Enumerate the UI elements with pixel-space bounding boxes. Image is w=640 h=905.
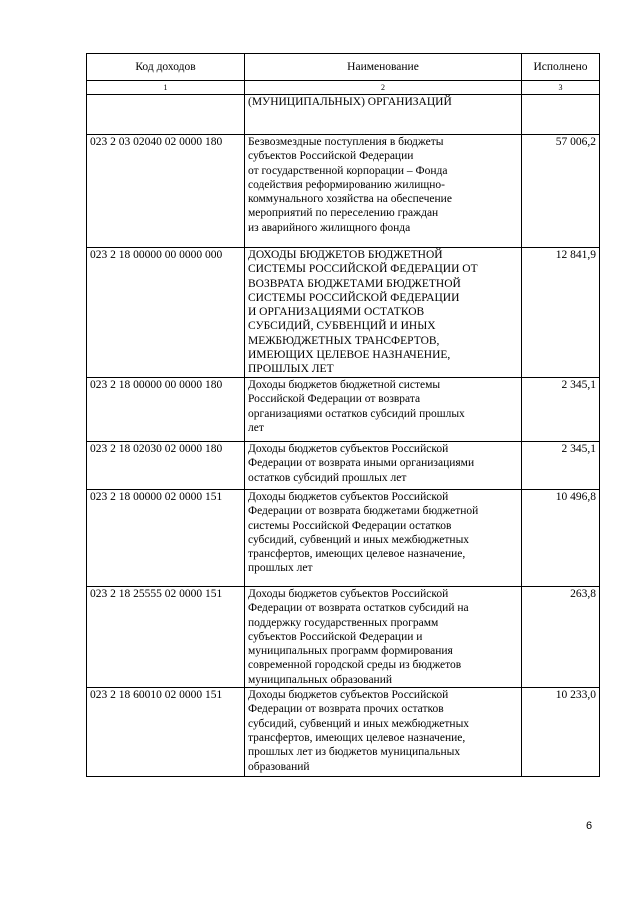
revenue-code: 023 2 18 00000 02 0000 151 <box>87 490 245 587</box>
revenue-name-line: трансфертов, имеющих целевое назначение, <box>248 548 466 561</box>
executed-amount: 10 496,8 <box>522 490 600 587</box>
revenue-name-line: Федерации от возврата прочих остатков <box>248 703 444 716</box>
executed-amount: 2 345,1 <box>522 378 600 442</box>
table-row <box>87 587 600 688</box>
table-row <box>87 135 600 248</box>
revenue-name-line: лет <box>248 421 264 434</box>
revenue-name-line: ДОХОДЫ БЮДЖЕТОВ БЮДЖЕТНОЙ <box>248 249 443 261</box>
revenue-name-line: Безвозмездные поступления в бюджеты <box>248 136 444 148</box>
column-number-row <box>87 81 600 95</box>
revenue-name-line: от государственной корпорации – Фонда <box>248 164 448 177</box>
revenue-name-line: коммунального хозяйства на обеспечение <box>248 193 452 206</box>
revenue-code: 023 2 18 02030 02 0000 180 <box>87 442 245 490</box>
table-row <box>87 442 600 490</box>
page-number: 6 <box>586 820 593 832</box>
executed-amount <box>522 95 600 135</box>
revenue-name-line: И ОРГАНИЗАЦИЯМИ ОСТАТКОВ <box>248 306 425 319</box>
table-row <box>87 378 600 442</box>
revenue-code: 023 2 18 60010 02 0000 151 <box>87 688 245 777</box>
revenue-name <box>245 95 522 135</box>
revenue-name-line: организациями остатков субсидий прошлых <box>248 407 465 420</box>
revenue-name-line: Российской Федерации от возврата <box>248 393 421 406</box>
executed-amount: 57 006,2 <box>522 135 600 248</box>
revenue-name-line: СИСТЕМЫ РОССИЙСКОЙ ФЕДЕРАЦИИ <box>248 291 460 304</box>
revenue-name-line: трансфертов, имеющих целевое назначение, <box>248 731 466 744</box>
revenue-name-line: прошлых лет из бюджетов муниципальных <box>248 746 461 759</box>
table-body <box>87 95 600 777</box>
revenue-name-line: муниципальных программ формирования <box>248 645 453 658</box>
column-number: 1 <box>87 81 245 95</box>
revenue-name-line: СУБСИДИЙ, СУБВЕНЦИЙ И ИНЫХ <box>248 320 436 333</box>
revenue-name-line: субъектов Российской Федерации <box>248 150 414 163</box>
revenue-name <box>245 135 522 248</box>
revenue-name-line: Доходы бюджетов субъектов Российской <box>248 588 449 600</box>
table-row <box>87 95 600 135</box>
table-row <box>87 688 600 777</box>
revenue-name-line: Федерации от возврата иными организациями <box>248 457 475 470</box>
revenue-name-line: системы Российской Федерации остатков <box>248 519 452 532</box>
table-row <box>87 490 600 587</box>
revenue-name <box>245 587 522 688</box>
revenue-name-line: Доходы бюджетов субъектов Российской <box>248 443 449 455</box>
revenue-name <box>245 490 522 587</box>
revenue-code: 023 2 18 25555 02 0000 151 <box>87 587 245 688</box>
revenue-name-line: образований <box>248 760 310 773</box>
revenue-name-line: остатков субсидий прошлых лет <box>248 471 407 484</box>
revenue-code: 023 2 03 02040 02 0000 180 <box>87 135 245 248</box>
revenue-name <box>245 688 522 777</box>
executed-amount: 10 233,0 <box>522 688 600 777</box>
revenue-name <box>245 378 522 442</box>
executed-amount: 2 345,1 <box>522 442 600 490</box>
revenue-name-line: субъектов Российской Федерации и <box>248 630 423 643</box>
revenue-name-line: субсидий, субвенций и иных межбюджетных <box>248 533 470 546</box>
revenue-name-line: ПРОШЛЫХ ЛЕТ <box>248 363 334 376</box>
header-executed: Исполнено <box>522 54 600 81</box>
revenue-name-line: прошлых лет <box>248 562 313 575</box>
header-name: Наименование <box>245 54 522 81</box>
table-row <box>87 248 600 378</box>
revenue-code: 023 2 18 00000 00 0000 180 <box>87 378 245 442</box>
revenue-name-line: Доходы бюджетов бюджетной системы <box>248 379 441 391</box>
revenue-name <box>245 442 522 490</box>
revenue-name-line: муниципальных образований <box>248 673 393 686</box>
revenue-name-line: Доходы бюджетов субъектов Российской <box>248 491 449 503</box>
column-number: 2 <box>245 81 522 95</box>
revenue-name-line: поддержку государственных программ <box>248 616 439 629</box>
revenue-code: 023 2 18 00000 00 0000 000 <box>87 248 245 378</box>
revenue-name-line: ИМЕЮЩИХ ЦЕЛЕВОЕ НАЗНАЧЕНИЕ, <box>248 349 451 362</box>
table-header-row <box>87 54 600 81</box>
executed-amount: 263,8 <box>522 587 600 688</box>
revenue-name-line: мероприятий по переселению граждан <box>248 207 439 220</box>
header-code: Код доходов <box>87 54 245 81</box>
revenue-code <box>87 95 245 135</box>
revenue-name-line: субсидий, субвенций и иных межбюджетных <box>248 717 470 730</box>
revenue-name-line: содействия реформированию жилищно- <box>248 178 445 191</box>
revenue-name-line: современной городской среды из бюджетов <box>248 659 462 672</box>
revenue-name-line: Федерации от возврата бюджетами бюджетной <box>248 505 479 518</box>
revenue-name <box>245 248 522 378</box>
revenue-name-line: (МУНИЦИПАЛЬНЫХ) ОРГАНИЗАЦИЙ <box>248 96 452 108</box>
revenue-name-line: Доходы бюджетов субъектов Российской <box>248 689 449 702</box>
revenue-name-line: Федерации от возврата остатков субсидий на <box>248 602 469 615</box>
revenue-name-line: МЕЖБЮДЖЕТНЫХ ТРАНСФЕРТОВ, <box>248 334 440 347</box>
revenue-table <box>86 53 600 777</box>
column-number: 3 <box>522 81 600 95</box>
executed-amount: 12 841,9 <box>522 248 600 378</box>
revenue-name-line: СИСТЕМЫ РОССИЙСКОЙ ФЕДЕРАЦИИ ОТ <box>248 263 478 276</box>
revenue-name-line: из аварийного жилищного фонда <box>248 221 411 234</box>
revenue-name-line: ВОЗВРАТА БЮДЖЕТАМИ БЮДЖЕТНОЙ <box>248 277 461 290</box>
